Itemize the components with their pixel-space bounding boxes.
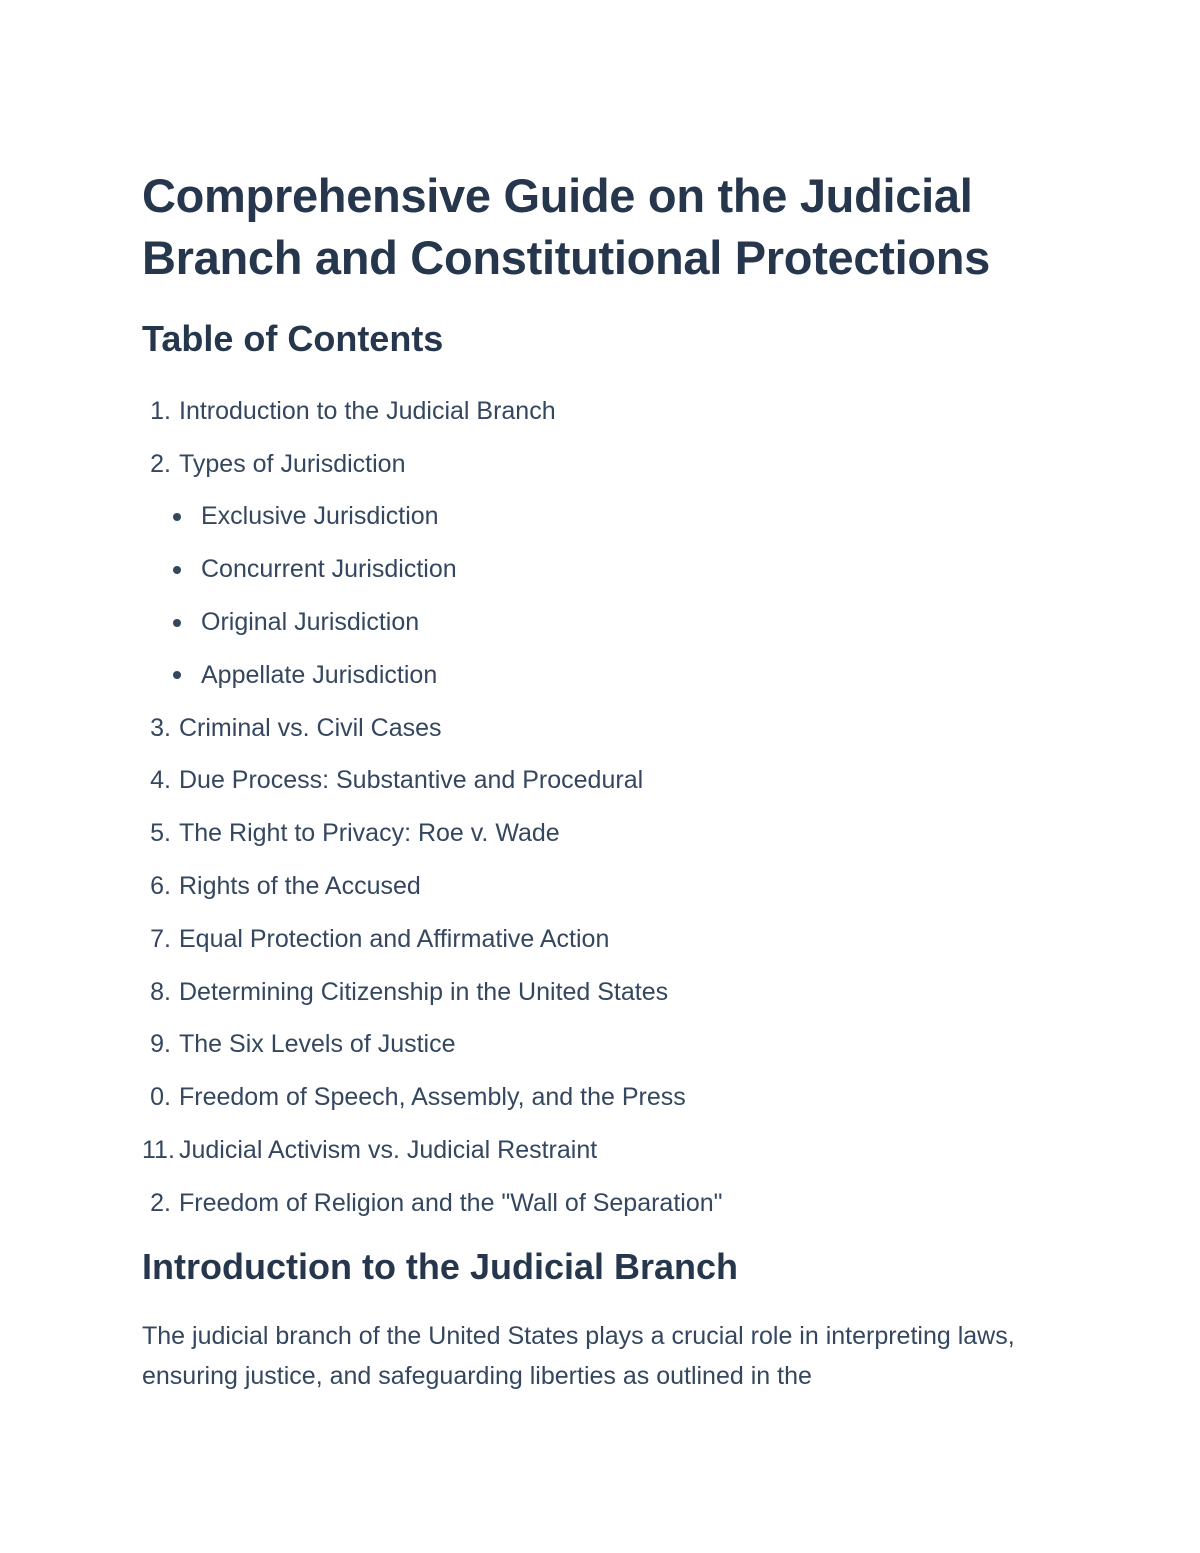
bullet-icon <box>173 566 181 574</box>
toc-item[interactable] <box>142 1019 1042 1072</box>
toc-subitem-label: Exclusive Jurisdiction <box>201 502 439 531</box>
toc-item[interactable] <box>142 438 1042 491</box>
toc-subitem[interactable] <box>142 543 1042 596</box>
toc-item-number: 6. <box>150 872 171 901</box>
toc-item[interactable] <box>142 913 1042 966</box>
toc-item-label: The Six Levels of Justice <box>179 1030 456 1059</box>
toc-item-label: Introduction to the Judicial Branch <box>179 396 556 425</box>
toc-item-label: Due Process: Substantive and Procedural <box>179 766 644 795</box>
toc-item[interactable] <box>142 860 1042 913</box>
toc-heading: Table of Contents <box>142 318 444 359</box>
toc-item[interactable] <box>142 755 1042 808</box>
toc-item-number: 4. <box>150 766 171 795</box>
toc-subitem[interactable] <box>142 596 1042 649</box>
toc-item-number: 3. <box>150 713 171 742</box>
toc-item[interactable] <box>142 385 1042 438</box>
bullet-icon <box>173 513 181 521</box>
section-heading: Introduction to the Judicial Branch <box>142 1246 739 1287</box>
toc-subitem-label: Appellate Jurisdiction <box>201 660 438 689</box>
toc-item-number: 1. <box>150 396 171 425</box>
toc-item[interactable] <box>142 807 1042 860</box>
toc-item-label: Equal Protection and Affirmative Action <box>179 924 610 953</box>
toc-item-label: Criminal vs. Civil Cases <box>179 713 442 742</box>
toc-item-number: 7. <box>150 924 171 953</box>
toc-item-label: Freedom of Speech, Assembly, and the Press <box>179 1083 686 1112</box>
toc-item-number: 11. <box>142 1136 175 1165</box>
toc-item-label: The Right to Privacy: Roe v. Wade <box>179 819 560 848</box>
toc-subitem-label: Original Jurisdiction <box>201 608 420 637</box>
section-paragraph: The judicial branch of the United States plays a crucial role in interpreting laws, ensuring justice, and safeguarding liberties as outlined in the <box>142 1322 1015 1390</box>
toc-item-number: 5. <box>150 819 171 848</box>
toc-subitem-label: Concurrent Jurisdiction <box>201 555 457 584</box>
toc-item-number: 2. <box>150 1188 171 1217</box>
toc-subitem[interactable] <box>142 491 1042 544</box>
bullet-icon <box>173 671 181 679</box>
toc-item-number: 2. <box>150 449 171 478</box>
toc-item[interactable] <box>142 966 1042 1019</box>
toc-item-label: Rights of the Accused <box>179 872 421 901</box>
table-of-contents <box>142 385 1042 1230</box>
toc-item[interactable] <box>142 1124 1042 1177</box>
toc-item-label: Types of Jurisdiction <box>179 449 406 478</box>
toc-item-number: 0. <box>150 1083 171 1112</box>
bullet-icon <box>173 619 181 627</box>
toc-item-label: Freedom of Religion and the "Wall of Separation" <box>179 1188 723 1217</box>
document-title: Comprehensive Guide on the Judicial Branch and Constitutional Protections <box>142 169 991 284</box>
toc-item[interactable] <box>142 1177 1042 1230</box>
toc-item-number: 8. <box>150 977 171 1006</box>
toc-item-number: 9. <box>150 1030 171 1059</box>
toc-item[interactable] <box>142 702 1042 755</box>
toc-item-label: Determining Citizenship in the United States <box>179 977 669 1006</box>
toc-item[interactable] <box>142 1071 1042 1124</box>
toc-subitem[interactable] <box>142 649 1042 702</box>
toc-item-label: Judicial Activism vs. Judicial Restraint <box>179 1136 598 1165</box>
